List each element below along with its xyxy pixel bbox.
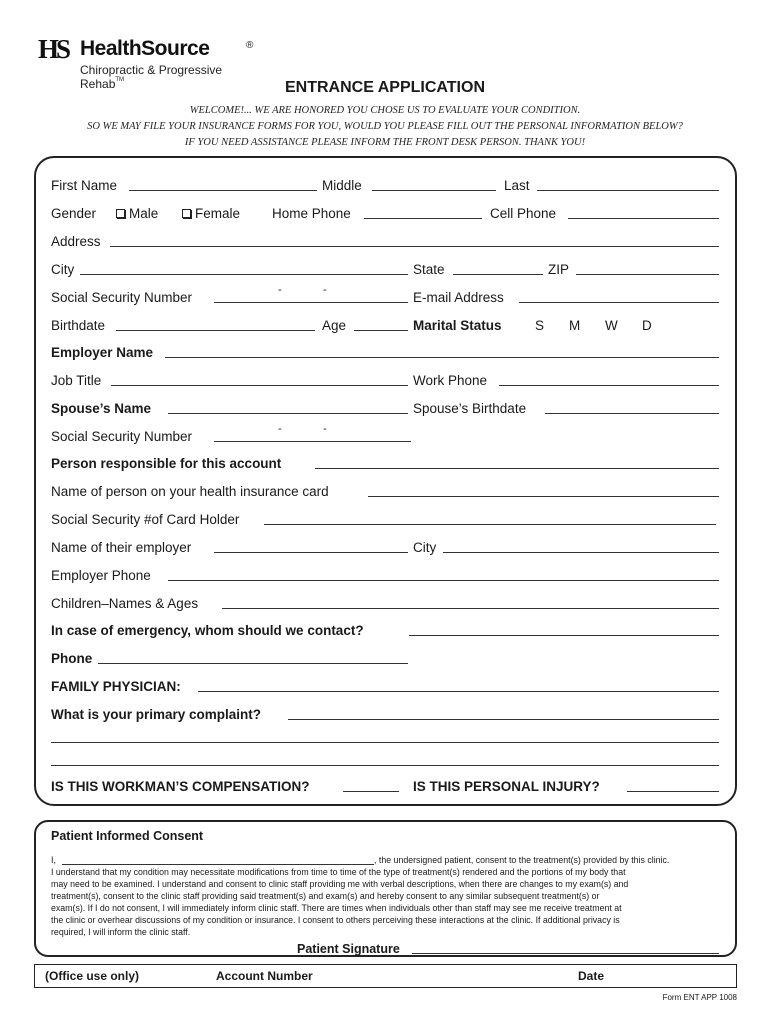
job-title-label: Job Title bbox=[51, 373, 102, 388]
work-phone-label: Work Phone bbox=[413, 373, 488, 388]
zip-label: ZIP bbox=[548, 262, 570, 277]
female-checkbox[interactable] bbox=[182, 209, 191, 218]
last-name-field[interactable] bbox=[537, 190, 719, 191]
healthsource-logo bbox=[38, 34, 268, 91]
spouse-name-field[interactable] bbox=[168, 413, 408, 414]
last-name-label: Last bbox=[504, 178, 530, 193]
email-label: E-mail Address bbox=[413, 290, 504, 305]
work-phone-field[interactable] bbox=[499, 385, 719, 386]
consent-patient-name-field[interactable] bbox=[62, 864, 374, 865]
their-employer-field[interactable] bbox=[214, 552, 408, 553]
city-label: City bbox=[51, 262, 75, 277]
logo-initials: HS bbox=[38, 34, 69, 64]
employer-name-label: Employer Name bbox=[51, 345, 154, 360]
address-field[interactable] bbox=[110, 246, 719, 247]
date-label: Date bbox=[578, 969, 605, 983]
marital-option-m[interactable]: M bbox=[569, 318, 581, 333]
patient-signature-field[interactable] bbox=[412, 953, 719, 954]
state-label: State bbox=[413, 262, 445, 277]
primary-complaint-line-2[interactable] bbox=[51, 742, 719, 743]
personal-injury-field[interactable] bbox=[627, 791, 719, 792]
state-field[interactable] bbox=[453, 274, 543, 275]
workmans-comp-field[interactable] bbox=[343, 791, 399, 792]
their-employer-label: Name of their employer bbox=[51, 540, 192, 555]
marital-option-s[interactable]: S bbox=[535, 318, 545, 333]
marital-option-d[interactable]: D bbox=[642, 318, 652, 333]
birthdate-label: Birthdate bbox=[51, 318, 106, 333]
primary-complaint-line-3[interactable] bbox=[51, 765, 719, 766]
home-phone-field[interactable] bbox=[364, 218, 482, 219]
consent-title: Patient Informed Consent bbox=[51, 829, 204, 843]
office-use-section bbox=[34, 964, 737, 988]
spouse-birthdate-field[interactable] bbox=[545, 413, 719, 414]
children-field[interactable] bbox=[222, 608, 719, 609]
ssn-dash-1: - bbox=[278, 284, 282, 296]
their-city-label: City bbox=[413, 540, 437, 555]
male-checkbox[interactable] bbox=[116, 209, 125, 218]
responsible-person-label: Person responsible for this account bbox=[51, 456, 282, 471]
gender-label: Gender bbox=[51, 206, 97, 221]
their-city-field[interactable] bbox=[443, 552, 719, 553]
card-holder-ssn-label: Social Security #of Card Holder bbox=[51, 512, 240, 527]
cell-phone-field[interactable] bbox=[568, 218, 719, 219]
age-field[interactable] bbox=[354, 330, 408, 331]
primary-complaint-field[interactable] bbox=[288, 719, 719, 720]
address-label: Address bbox=[51, 234, 101, 249]
ssn-label: Social Security Number bbox=[51, 290, 193, 305]
job-title-field[interactable] bbox=[111, 385, 408, 386]
email-field[interactable] bbox=[519, 302, 719, 303]
consent-line-7: required, I will inform the clinic staff. bbox=[51, 927, 191, 937]
children-label: Children–Names & Ages bbox=[51, 596, 199, 611]
age-label: Age bbox=[322, 318, 347, 333]
marital-status-label: Marital Status bbox=[413, 318, 502, 333]
consent-line-2: I understand that my condition may necessitate modifications from time to time of the type of treatment(s) rendered and the portions of my body that bbox=[51, 867, 626, 877]
intro-line-2: SO WE MAY FILE YOUR INSURANCE FORMS FOR YOU, WOULD YOU PLEASE FILL OUT THE PERSONAL INFORMATION BELOW? bbox=[87, 121, 683, 132]
consent-line-5: exam(s). If I do not consent, I will immediately inform clinic staff. There are times when individuals other than staff may see me receive treatment at bbox=[51, 903, 622, 913]
consent-line-1-prefix: I, bbox=[51, 855, 56, 865]
birthdate-field[interactable] bbox=[116, 330, 315, 331]
middle-name-label: Middle bbox=[322, 178, 362, 193]
emergency-contact-label: In case of emergency, whom should we contact? bbox=[51, 623, 364, 638]
employer-name-field[interactable] bbox=[165, 357, 719, 358]
account-number-label: Account Number bbox=[216, 969, 313, 983]
spouse-name-label: Spouse’s Name bbox=[51, 401, 152, 416]
form-id: Form ENT APP 1008 bbox=[662, 993, 737, 1002]
spouse-ssn-dash-2: - bbox=[323, 423, 327, 435]
consent-line-4: treatment(s), consent to the clinic staff providing said treatment(s) and exam(s) and hereby consent to any similar subsequent treatment(s) or bbox=[51, 891, 600, 901]
emergency-phone-label: Phone bbox=[51, 651, 93, 666]
male-option[interactable] bbox=[116, 206, 158, 222]
consent-line-1-suffix: , the undersigned patient, consent to the treatment(s) provided by this clinic. bbox=[374, 855, 670, 865]
spouse-ssn-field[interactable] bbox=[214, 441, 411, 442]
female-option[interactable] bbox=[182, 206, 240, 222]
responsible-person-field[interactable] bbox=[315, 468, 719, 469]
intro-line-1: WELCOME!... WE ARE HONORED YOU CHOSE US TO EVALUATE YOUR CONDITION. bbox=[189, 105, 581, 116]
consent-line-3: may need to be examined. I understand and consent to clinic staff providing me with verbal descriptions, when there are changes to my exam(s) and bbox=[51, 879, 629, 889]
intro-line-3: IF YOU NEED ASSISTANCE PLEASE INFORM THE FRONT DESK PERSON. THANK YOU! bbox=[184, 137, 586, 148]
family-physician-label: FAMILY PHYSICIAN: bbox=[51, 679, 181, 694]
logo-name: HealthSource bbox=[80, 37, 210, 60]
city-field[interactable] bbox=[80, 274, 408, 275]
workmans-comp-label: IS THIS WORKMAN’S COMPENSATION? bbox=[51, 779, 310, 794]
family-physician-field[interactable] bbox=[198, 691, 719, 692]
spouse-ssn-dash-1: - bbox=[278, 423, 282, 435]
male-label: Male bbox=[129, 206, 159, 221]
female-label: Female bbox=[195, 206, 241, 221]
logo-subtitle-text: Chiropractic & Progressive Rehab bbox=[80, 63, 223, 91]
zip-field[interactable] bbox=[576, 274, 719, 275]
primary-complaint-label: What is your primary complaint? bbox=[51, 707, 262, 722]
emergency-phone-field[interactable] bbox=[98, 663, 408, 664]
spouse-birthdate-label: Spouse’s Birthdate bbox=[413, 401, 527, 416]
spouse-ssn-label: Social Security Number bbox=[51, 429, 193, 444]
emergency-contact-field[interactable] bbox=[409, 635, 719, 636]
ssn-dash-2: - bbox=[323, 284, 327, 296]
insurance-card-name-label: Name of person on your health insurance card bbox=[51, 484, 329, 499]
page-title: ENTRANCE APPLICATION bbox=[285, 79, 485, 96]
logo-registered-mark: ® bbox=[246, 40, 254, 51]
insurance-card-name-field[interactable] bbox=[368, 496, 719, 497]
cell-phone-label: Cell Phone bbox=[490, 206, 557, 221]
employer-phone-label: Employer Phone bbox=[51, 568, 151, 583]
first-name-field[interactable] bbox=[129, 190, 317, 191]
first-name-label: First Name bbox=[51, 178, 118, 193]
consent-line-6: the clinic or overhear discussions of my condition or insurance. I consent to others perceiving these interactions at the clinic. If additional privacy is bbox=[51, 915, 620, 925]
card-holder-ssn-field[interactable] bbox=[264, 524, 716, 525]
logo-trademark: TM bbox=[115, 77, 125, 83]
patient-signature-label: Patient Signature bbox=[297, 942, 400, 956]
office-use-label: (Office use only) bbox=[45, 969, 140, 983]
employer-phone-field[interactable] bbox=[168, 580, 719, 581]
home-phone-label: Home Phone bbox=[272, 206, 351, 221]
ssn-field[interactable] bbox=[214, 302, 408, 303]
marital-option-w[interactable]: W bbox=[605, 318, 618, 333]
personal-injury-label: IS THIS PERSONAL INJURY? bbox=[413, 779, 600, 794]
middle-name-field[interactable] bbox=[372, 190, 496, 191]
